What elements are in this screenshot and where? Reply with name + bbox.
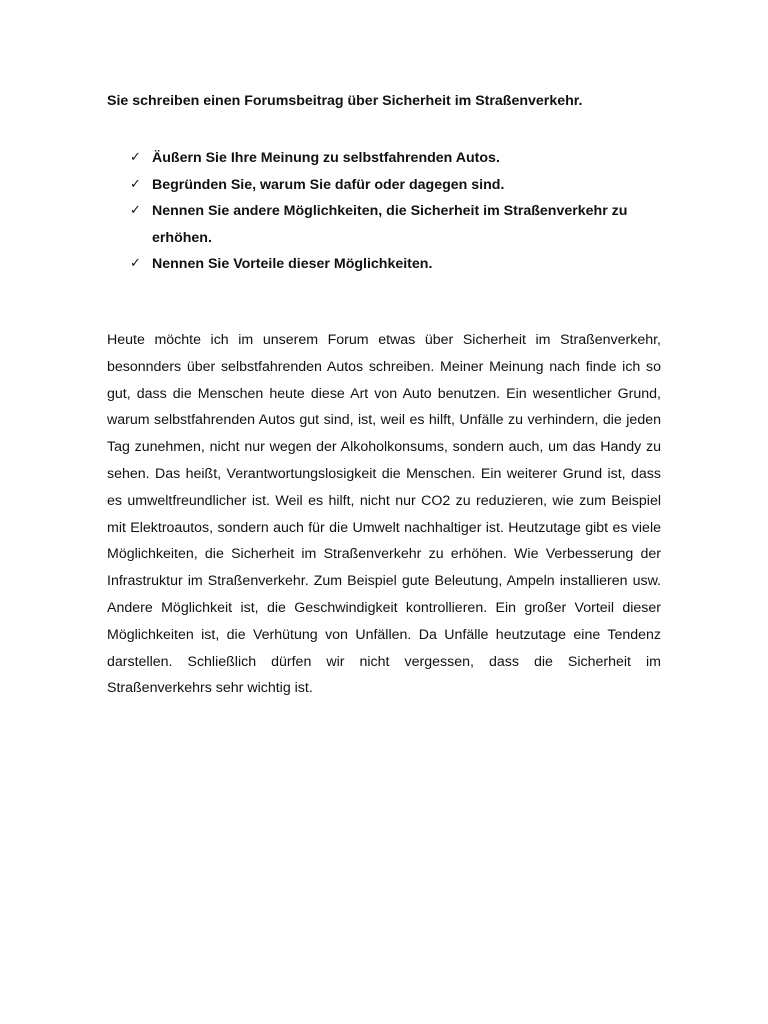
- task-title: Sie schreiben einen Forumsbeitrag über Sicherheit im Straßenverkehr.: [107, 93, 583, 109]
- checkmark-icon: ✓: [130, 256, 141, 271]
- checklist-item-text: Begründen Sie, warum Sie dafür oder dagegen sind.: [152, 176, 505, 193]
- task-checklist: [130, 145, 670, 278]
- essay-paragraph: Heute möchte ich im unserem Forum etwas über Sicherheit im Straßenverkehr, besonnders über selbstfahrenden Autos schreiben. Meiner Meinung nach finde ich so gut, dass die Menschen heute diese Art von Auto benutzen. Ein wesentlicher Grund, warum selbstfahrenden Autos gut sind, ist, weil es hilft, Unfälle zu verhindern, die jeden Tag zunehmen, nicht nur wegen der Alkoholkonsums, sondern auch, um das Handy zu sehen. Das heißt, Verantwortungslosigkeit die Menschen. Ein weiterer Grund ist, dass es umweltfreundlicher ist. Weil es hilft, nicht nur CO2 zu reduzieren, wie zum Beispiel mit Elektroautos, sondern auch für die Umwelt nachhaltiger ist. Heutzutage gibt es viele Möglichkeiten, die Sicherheit im Straßenverkehr zu erhöhen. Wie Verbesserung der Infrastruktur im Straßenverkehr. Zum Beispiel gute Beleutung, Ampeln installieren usw. Andere Möglichkeit ist, die Geschwindigkeit kontrollieren. Ein großer Vorteil dieser Möglichkeiten ist, die Verhütung von Unfällen. Da Unfälle heutzutage eine Tendenz darstellen. Schließlich dürfen wir nicht vergessen, dass die Sicherheit im Straßenverkehrs sehr wichtig ist.: [107, 332, 661, 697]
- checklist-item: [130, 198, 670, 251]
- checkmark-icon: ✓: [130, 176, 141, 192]
- checkmark-icon: ✓: [130, 203, 141, 218]
- checklist-item-text: Äußern Sie Ihre Meinung zu selbstfahrenden Autos.: [152, 150, 500, 166]
- checklist-item: [130, 145, 670, 172]
- checklist-item-text: Nennen Sie Vorteile dieser Möglichkeiten.: [152, 256, 433, 272]
- checklist-item: [130, 172, 670, 199]
- checklist-item-text: Nennen Sie andere Möglichkeiten, die Sicherheit im Straßenverkehr zu erhöhen.: [152, 203, 628, 246]
- checkmark-icon: ✓: [130, 150, 141, 165]
- checklist-item: [130, 251, 670, 278]
